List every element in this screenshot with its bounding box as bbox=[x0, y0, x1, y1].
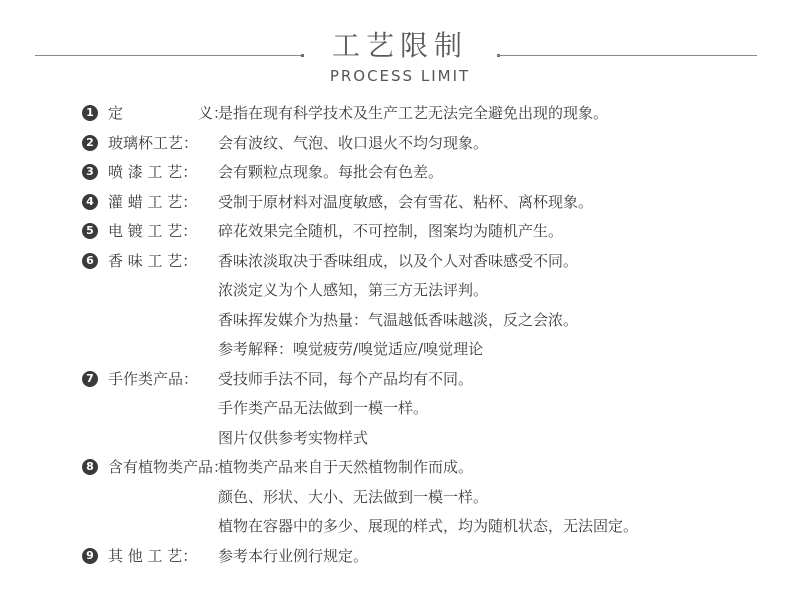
item-text: 受技师手法不同，每个产品均有不同。 bbox=[218, 370, 474, 388]
item-text: 植物在容器中的多少、展现的样式，均为随机状态，无法固定。 bbox=[218, 517, 639, 535]
item-number-badge: 3 bbox=[82, 164, 98, 180]
item-text: 颜色、形状、大小、无法做到一模一样。 bbox=[218, 488, 489, 506]
item-text: 会有颗粒点现象。每批会有色差。 bbox=[218, 163, 444, 181]
item-label: 含有植物类产品： bbox=[108, 458, 229, 476]
item-label: 其 他 工 艺： bbox=[108, 547, 198, 565]
item-text: 参考本行业例行规定。 bbox=[218, 547, 369, 565]
header bbox=[0, 0, 800, 100]
item-text: 手作类产品无法做到一模一样。 bbox=[218, 399, 429, 417]
page-subtitle: PROCESS LIMIT bbox=[329, 67, 471, 85]
page-title: 工艺限制 bbox=[331, 29, 468, 62]
item-label: 手作类产品： bbox=[108, 370, 199, 388]
item-text: 会有波纹、气泡、收口退火不均匀现象。 bbox=[218, 134, 489, 152]
item-number-badge: 6 bbox=[82, 253, 98, 269]
item-text: 植物类产品来自于天然植物制作而成。 bbox=[218, 458, 474, 476]
item-number-badge: 7 bbox=[82, 371, 98, 387]
item-number-badge: 5 bbox=[82, 223, 98, 239]
item-label: 电 镀 工 艺： bbox=[108, 222, 198, 240]
item-text: 图片仅供参考实物样式 bbox=[218, 429, 369, 447]
item-label: 喷 漆 工 艺： bbox=[108, 163, 198, 181]
item-label: 灌 蜡 工 艺： bbox=[108, 193, 198, 211]
item-text: 香味挥发媒介为热量：气温越低香味越淡，反之会浓。 bbox=[218, 311, 579, 329]
item-text: 受制于原材料对温度敏感，会有雪花、粘杯、离杯现象。 bbox=[218, 193, 594, 211]
item-number-badge: 2 bbox=[82, 135, 98, 151]
item-number-badge: 8 bbox=[82, 459, 98, 475]
item-text: 浓淡定义为个人感知，第三方无法评判。 bbox=[218, 281, 489, 299]
item-label: 香 味 工 艺： bbox=[108, 252, 198, 270]
item-number-badge: 4 bbox=[82, 194, 98, 210]
item-label: 定 义： bbox=[108, 104, 229, 122]
item-text: 香味浓淡取决于香味组成，以及个人对香味感受不同。 bbox=[218, 252, 579, 270]
item-number-badge: 1 bbox=[82, 105, 98, 121]
item-label: 玻璃杯工艺： bbox=[108, 134, 199, 152]
item-number-badge: 9 bbox=[82, 548, 98, 564]
item-text: 参考解释：嗅觉疲劳/嗅觉适应/嗅觉理论 bbox=[218, 340, 484, 358]
item-text: 碎花效果完全随机，不可控制，图案均为随机产生。 bbox=[218, 222, 564, 240]
item-text: 是指在现有科学技术及生产工艺无法完全避免出现的现象。 bbox=[218, 104, 609, 122]
header-rule-right bbox=[497, 55, 757, 56]
